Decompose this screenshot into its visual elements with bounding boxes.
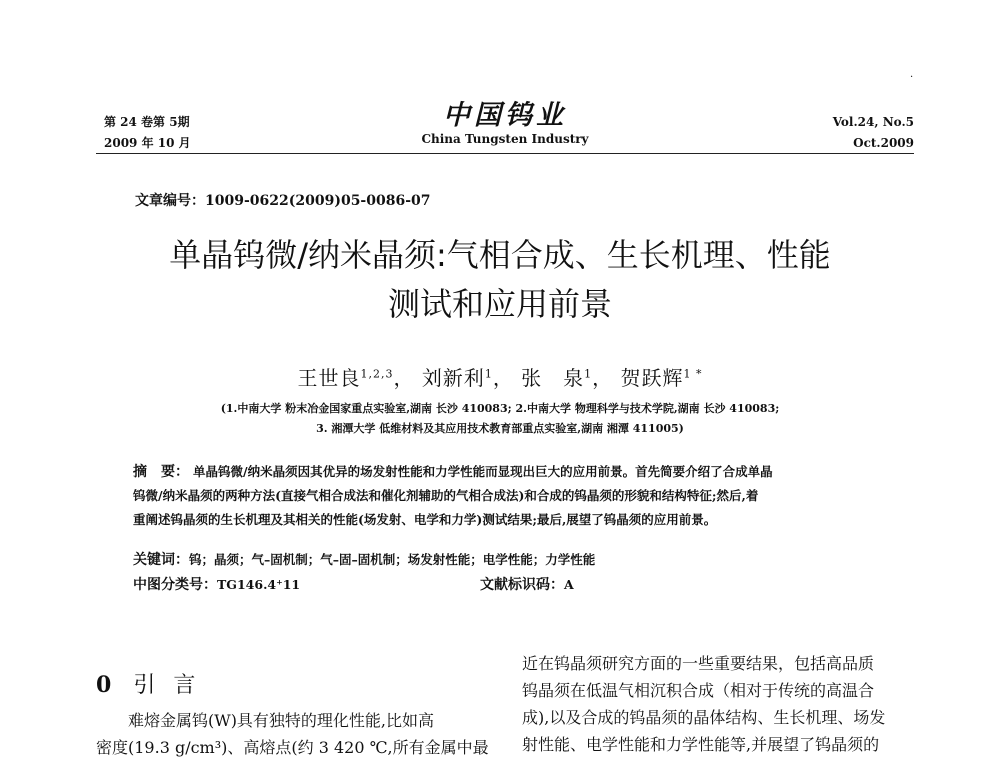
abstract-line2: 钨微/纳米晶须的两种方法(直接气相合成法和催化剂辅助的气相合成法)和合成的钨晶须的形貌和结构特征;然后,着 [133, 488, 759, 503]
classification-number [133, 575, 300, 595]
affiliation-line2: 3. 湘潭大学 低维材料及其应用技术教育部重点实验室,湖南 湘潭 411005) [316, 422, 684, 435]
document-code-value: A [564, 577, 574, 592]
section-name: 引言 [133, 673, 214, 698]
body-column-left [96, 707, 496, 761]
paper-title-line1: 单晶钨微/纳米晶须:气相合成、生长机理、性能 [169, 236, 831, 274]
affiliation-line1: (1.中南大学 粉末冶金国家重点实验室,湖南 长沙 410083; 2.中南大学 物理科学与技术学院,湖南 长沙 410083; [220, 402, 780, 415]
author-sep: ， [592, 366, 614, 390]
journal-title-en: China Tungsten Industry [421, 132, 589, 146]
section-heading [96, 668, 213, 699]
author-2-affil: 1 [484, 367, 493, 381]
article-id [135, 190, 431, 210]
journal-masthead [390, 101, 620, 146]
body-right-line2: 钨晶须在低温气相沉积合成（相对于传统的高温合 [522, 681, 875, 700]
keywords [133, 550, 893, 570]
document-code-label: 文献标识码： [480, 577, 564, 593]
abstract-line3: 重阐述钨晶须的生长机理及其相关的性能(场发射、电学和力学)测试结果;最后,展望了钨晶须的应用前景。 [133, 512, 717, 527]
abstract-line1: 单晶钨微/纳米晶须因其优异的场发射性能和力学性能而显现出巨大的应用前景。首先简要介绍了合成单晶 [193, 464, 773, 479]
author-list [100, 362, 900, 391]
classification-label: 中图分类号： [133, 577, 217, 593]
document-code [480, 575, 574, 595]
body-left-line2: 密度(19.3 g/cm³)、高熔点(约 3 420 ℃,所有金属中最 [96, 738, 489, 757]
header-rule [96, 153, 914, 154]
journal-title-cn: 中国钨业 [443, 100, 567, 131]
header-left [104, 112, 191, 154]
author-3: 张 泉 [521, 366, 585, 390]
keywords-value: 钨；晶须；气–固机制；气–固–固机制；场发射性能；电学性能；力学性能 [189, 552, 596, 567]
classification-value: TG146.4⁺11 [217, 577, 301, 592]
author-2: 刘新利 [421, 366, 485, 390]
section-number: 0 [96, 672, 112, 698]
page-mark: . [910, 69, 914, 80]
keywords-label: 关键词： [133, 552, 189, 568]
author-sep: ， [492, 366, 514, 390]
article-id-label: 文章编号： [135, 193, 205, 209]
body-column-right [522, 650, 922, 758]
abstract [133, 460, 885, 532]
paper-title-line2: 测试和应用前景 [387, 285, 612, 323]
article-id-value: 1009-0622(2009)05-0086-07 [205, 193, 431, 209]
author-4-affil: 1 * [683, 367, 703, 381]
body-right-line3: 成),以及合成的钨晶须的晶体结构、生长机理、场发 [522, 708, 886, 727]
date-cn: 2009 年 10 月 [104, 136, 191, 150]
author-sep: ， [393, 366, 415, 390]
author-3-affil: 1 [584, 367, 593, 381]
body-right-line1: 近在钨晶须研究方面的一些重要结果，包括高品质 [522, 654, 875, 673]
author-1-affil: 1,2,3 [360, 367, 394, 381]
volume-en: Vol.24, No.5 [832, 115, 914, 129]
author-4: 贺跃辉 [620, 366, 684, 390]
abstract-label: 摘 要： [133, 464, 189, 480]
volume-cn: 第 24 卷第 5期 [104, 115, 190, 129]
header-right [833, 112, 914, 154]
author-1: 王世良 [297, 366, 361, 390]
body-left-line1: 难熔金属钨(W)具有独特的理化性能,比如高 [128, 711, 435, 730]
date-en: Oct.2009 [853, 136, 914, 150]
body-right-line4: 射性能、电学性能和力学性能等,并展望了钨晶须的 [522, 735, 880, 754]
